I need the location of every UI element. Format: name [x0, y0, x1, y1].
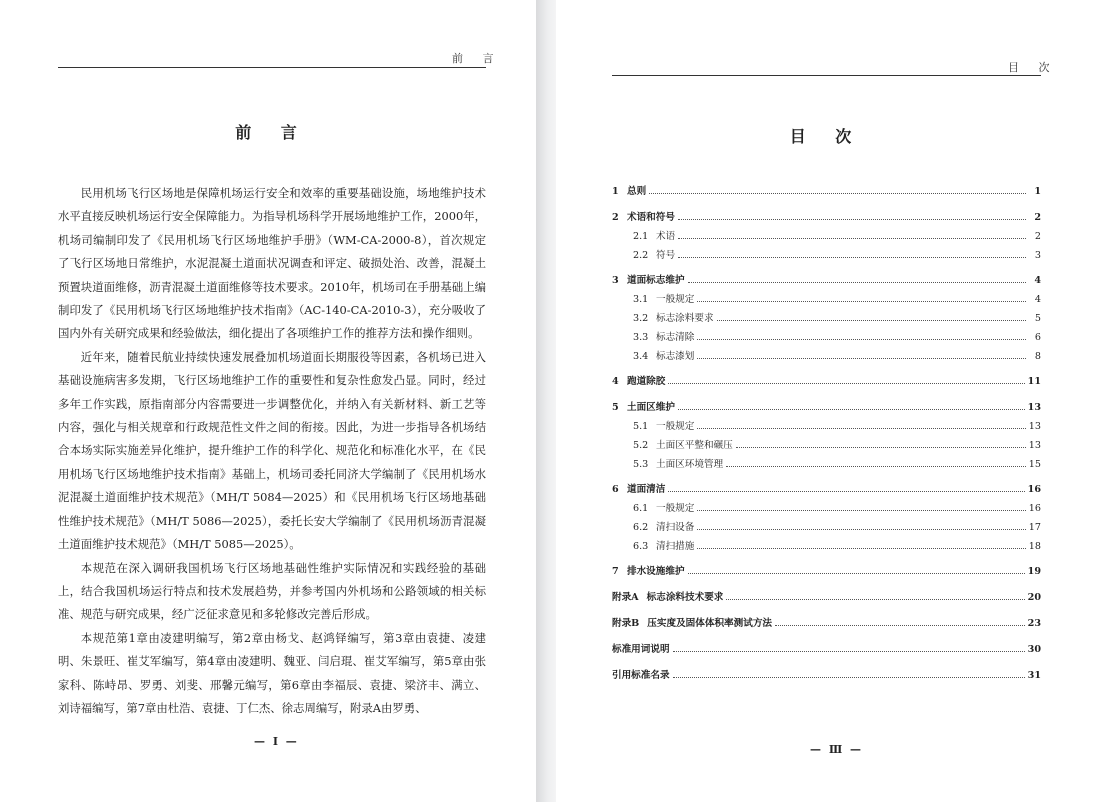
- toc-entry[interactable]: [612, 399, 1041, 413]
- page-number: — I —: [254, 735, 299, 748]
- toc-dot-leader: [649, 193, 1026, 194]
- toc-dot-leader: [678, 409, 1025, 410]
- toc-entry-label: 标志漆划: [656, 351, 695, 362]
- toc-entry[interactable]: [612, 209, 1041, 223]
- toc-dot-leader: [697, 428, 1025, 429]
- toc-dot-leader: [697, 358, 1026, 359]
- toc-entry-number: 6.2: [633, 522, 649, 533]
- toc-entry-number: 附录A: [612, 592, 639, 603]
- toc-entry[interactable]: [612, 563, 1041, 577]
- toc-entry-label: 标志涂料要求: [656, 313, 714, 324]
- toc-dot-leader: [668, 491, 1024, 492]
- toc-entry[interactable]: [612, 481, 1041, 495]
- toc-entry-page: 13: [1028, 440, 1041, 451]
- toc-dot-leader: [668, 383, 1024, 384]
- toc-entry-page: 3: [1034, 250, 1041, 261]
- toc-entry-number: 4: [612, 376, 619, 387]
- paragraph: 民用机场飞行区场地是保障机场运行安全和效率的重要基础设施，场地维护技术水平直接反映机场运行安全保障能力。为指导机场科学开展场地维护工作，2000年，机场司编制印发了《民用机场飞行区场地维护手册》（WM-CA-2000-8），首次规定了飞行区场地日常维护，水泥混凝土道面状况调查和评定、破损处治、改善，混凝土预置块道面维修，沥青混凝土道面维修等技术要求。2010年，机场司在手册基础上编制印发了《民用机场飞行区场地维护技术指南》（AC-140-CA-2010-3），充分吸收了国内外有关研究成果和经验做法，细化提出了各项维护工作的推荐方法和操作细则。: [58, 186, 486, 341]
- toc-entry[interactable]: [612, 373, 1041, 387]
- toc-entry[interactable]: [612, 272, 1041, 286]
- toc-entry-label: 道面标志维护: [627, 275, 685, 286]
- toc-entry-page: 15: [1028, 459, 1041, 470]
- toc-entry-number: 6.1: [633, 503, 649, 514]
- toc-dot-leader: [775, 625, 1025, 626]
- toc-entry-label: 标准用词说明: [612, 644, 670, 655]
- toc-dot-leader: [697, 510, 1025, 511]
- toc-entry-label: 土面区平整和碾压: [656, 440, 733, 451]
- toc-entry-label: 压实度及固体体积率测试方法: [647, 618, 773, 629]
- toc-entry-label: 清扫设备: [656, 522, 695, 533]
- toc-entry[interactable]: [633, 228, 1041, 242]
- toc-entry-label: 道面清洁: [627, 484, 666, 495]
- toc-dot-leader: [678, 257, 1026, 258]
- page-title: 目 次: [789, 127, 864, 146]
- toc-entry-label: 土面区环境管理: [656, 459, 724, 470]
- toc-entry-page: 13: [1027, 402, 1041, 413]
- toc-entry[interactable]: [612, 183, 1041, 197]
- toc-entry-number: 2.2: [633, 250, 649, 261]
- toc-entry-label: 符号: [656, 250, 676, 261]
- toc-entry[interactable]: [633, 247, 1041, 261]
- toc-entry-page: 31: [1027, 670, 1041, 681]
- toc-entry-label: 标志涂料技术要求: [646, 592, 724, 603]
- toc-entry-number: 6: [612, 484, 619, 495]
- toc-entry[interactable]: [633, 437, 1041, 451]
- toc-entry[interactable]: [633, 500, 1041, 514]
- toc-entry-label: 总则: [627, 186, 647, 197]
- toc-dot-leader: [673, 677, 1025, 678]
- toc-entry-page: 23: [1027, 618, 1041, 629]
- toc-entry-number: 5.1: [633, 421, 649, 432]
- toc-entry-number: 5.2: [633, 440, 649, 451]
- toc-entry[interactable]: [633, 418, 1041, 432]
- toc-entry-number: 2: [612, 212, 619, 223]
- paragraph: 本规范第1章由凌建明编写，第2章由杨戈、赵鸿铎编写，第3章由袁捷、凌建明、朱景旺、崔艾军编写，第4章由凌建明、魏亚、闫启琨、崔艾军编写，第5章由张家科、陈峙昂、罗勇、刘斐、邢馨元编写，第6章由李福辰、袁捷、梁济丰、满立、刘诗福编写，第7章由杜浩、袁捷、丁仁杰、徐志周编写，附录A由罗勇、: [58, 630, 486, 715]
- toc-entry-page: 18: [1028, 541, 1041, 552]
- toc-entry-label: 一般规定: [656, 503, 695, 514]
- running-head: 前 言: [452, 52, 502, 65]
- paragraph: 近年来，随着民航业持续快速发展叠加机场道面长期服役等因素，各机场已进入基础设施病害多发期，飞行区场地维护工作的重要性和复杂性愈发凸显。同时，经过多年工作实践，原指南部分内容需要进一步调整优化，并纳入有关新材料、新工艺等内容，强化与相关规章和行政规范性文件之间的衔接。因此，为进一步指导各机场结合本场实际实施差异化维护，提升维护工作的科学化、规范化和标准化水平，在《民用机场飞行区场地维护技术指南》基础上，机场司委托同济大学编制了《民用机场水泥混凝土道面维护技术规范》（MH/T 5084—2025）和《民用机场飞行区场地基础性维护技术规范》（MH/T 5086—2025），委托长安大学编制了《民用机场沥青混凝土道面维护技术规范》（MH/T 5085—2025）。: [58, 349, 486, 552]
- toc-entry-page: 20: [1027, 592, 1041, 603]
- toc-entry[interactable]: [633, 329, 1041, 343]
- toc-entry-page: 11: [1027, 376, 1041, 387]
- paragraph: 本规范在深入调研我国机场飞行区场地基础性维护实际情况和实践经验的基础上，结合我国机场运行特点和技术发展趋势，并参考国内外机场和公路领域的相关标准、规范与研究成果，经广泛征求意见和多轮修改完善后形成。: [58, 560, 486, 622]
- toc-dot-leader: [673, 651, 1025, 652]
- toc-entry-label: 土面区维护: [627, 402, 675, 413]
- toc-entry-number: 3: [612, 275, 619, 286]
- toc-entry[interactable]: [612, 615, 1041, 629]
- left-page: [0, 0, 536, 802]
- toc-entry-number: 2.1: [633, 231, 649, 242]
- toc-entry-number: 3.1: [633, 294, 649, 305]
- running-head: 目 次: [1008, 61, 1058, 74]
- toc-entry-page: 19: [1027, 566, 1041, 577]
- toc-entry-page: 6: [1034, 332, 1041, 343]
- toc-entry-page: 16: [1028, 503, 1041, 514]
- toc-dot-leader: [717, 320, 1026, 321]
- toc-entry-page: 17: [1028, 522, 1041, 533]
- toc-entry-page: 2: [1034, 212, 1041, 223]
- toc-dot-leader: [697, 339, 1026, 340]
- toc-entry-label: 排水设施维护: [627, 566, 685, 577]
- toc-dot-leader: [678, 238, 1026, 239]
- toc-dot-leader: [736, 447, 1026, 448]
- toc-entry[interactable]: [633, 519, 1041, 533]
- toc-entry-page: 4: [1034, 275, 1041, 286]
- toc-dot-leader: [697, 548, 1025, 549]
- toc-entry-number: 5.3: [633, 459, 649, 470]
- toc-entry[interactable]: [633, 456, 1041, 470]
- header-rule: [612, 75, 1041, 76]
- toc-entry-number: 5: [612, 402, 619, 413]
- toc-entry-number: 附录B: [612, 618, 640, 629]
- page-title: 前 言: [235, 123, 309, 142]
- toc-dot-leader: [688, 573, 1025, 574]
- toc-entry-page: 13: [1028, 421, 1041, 432]
- toc-entry-number: 7: [612, 566, 619, 577]
- page-number: — Ⅲ —: [810, 743, 864, 756]
- toc-entry-label: 标志清除: [656, 332, 695, 343]
- toc-entry-page: 30: [1027, 644, 1041, 655]
- toc-entry-label: 清扫措施: [656, 541, 695, 552]
- toc-entry[interactable]: [633, 310, 1041, 324]
- toc-entry[interactable]: [612, 667, 1041, 681]
- body-text: [58, 182, 486, 720]
- toc-entry-label: 术语: [656, 231, 676, 242]
- toc-entry[interactable]: [633, 538, 1041, 552]
- toc-entry[interactable]: [612, 641, 1041, 655]
- toc-entry-page: 2: [1034, 231, 1041, 242]
- toc-entry-label: 引用标准名录: [612, 670, 670, 681]
- toc-entry-page: 5: [1034, 313, 1041, 324]
- toc-entry-number: 1: [612, 186, 619, 197]
- toc-entry-page: 1: [1034, 186, 1041, 197]
- toc-dot-leader: [697, 529, 1025, 530]
- header-rule: [58, 67, 486, 68]
- toc-dot-leader: [678, 219, 1026, 220]
- toc-entry[interactable]: [612, 589, 1041, 603]
- toc-entry-label: 术语和符号: [627, 212, 675, 223]
- toc-entry-page: 8: [1034, 351, 1041, 362]
- toc-dot-leader: [688, 282, 1026, 283]
- toc-entry-page: 16: [1027, 484, 1041, 495]
- toc-entry-number: 3.2: [633, 313, 649, 324]
- toc-dot-leader: [697, 301, 1026, 302]
- toc-dot-leader: [726, 466, 1026, 467]
- toc-entry-number: 3.4: [633, 351, 649, 362]
- toc-entry-label: 一般规定: [656, 294, 695, 305]
- toc-entry-number: 3.3: [633, 332, 649, 343]
- toc-entry[interactable]: [633, 291, 1041, 305]
- toc-entry-number: 6.3: [633, 541, 649, 552]
- toc-entry-label: 跑道除胶: [627, 376, 666, 387]
- toc-dot-leader: [726, 599, 1024, 600]
- page-gutter: [536, 0, 556, 802]
- toc-entry[interactable]: [633, 348, 1041, 362]
- toc-entry-label: 一般规定: [656, 421, 695, 432]
- toc-entry-page: 4: [1034, 294, 1041, 305]
